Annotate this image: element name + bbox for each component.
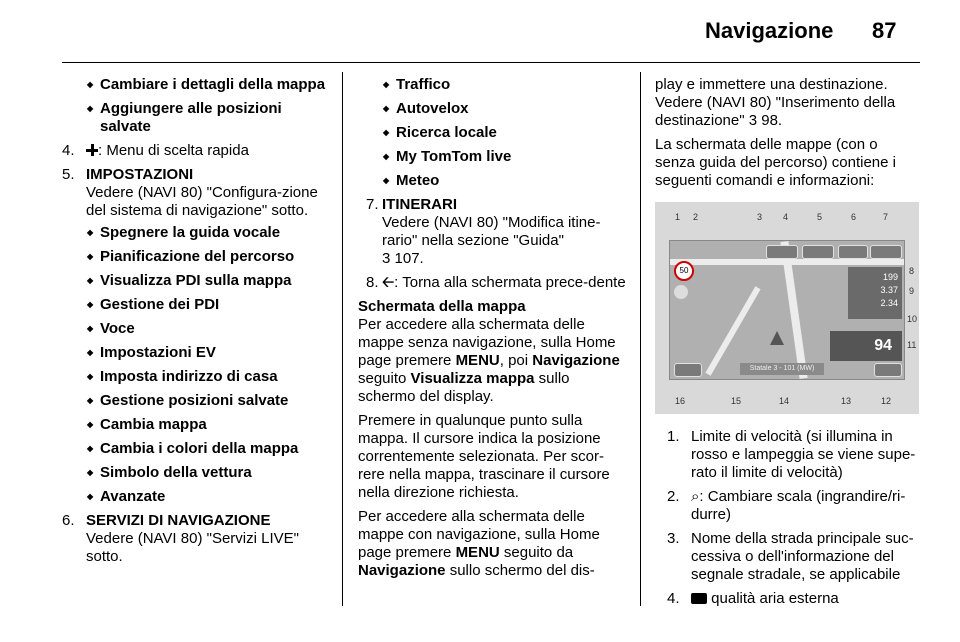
- route-info-panel: [848, 267, 902, 319]
- item-number: 5.: [62, 166, 75, 183]
- bullet-item: ◆ Cambia i colori della mappa: [62, 440, 332, 458]
- bullet-item: ◆ My TomTom live: [358, 148, 628, 166]
- air-quality-icon: [691, 593, 707, 604]
- item-title: ITINERARI: [382, 196, 457, 213]
- distance-value: 3.37: [880, 285, 898, 295]
- bullet-item: ◆ Cambia mappa: [62, 416, 332, 434]
- item-number: 8.: [366, 274, 379, 291]
- bullet-item: ◆ Impostazioni EV: [62, 344, 332, 362]
- text: , poi: [499, 352, 533, 369]
- column-3: [655, 76, 921, 614]
- callout-number: 11: [907, 340, 917, 350]
- paragraph: [358, 316, 628, 406]
- item-text: : Menu di scelta rapida: [98, 142, 249, 159]
- paragraph: La schermata delle mappe (con o senza guida del percorso) contiene i seguenti comandi e informazioni:: [655, 136, 896, 189]
- map-top-button[interactable]: [838, 245, 868, 259]
- zoom-icon[interactable]: [674, 285, 688, 299]
- callout-number: 7: [883, 212, 889, 222]
- bullet-item: ◆ Aggiungere alle posizioni salvate: [62, 100, 332, 136]
- item-ref: 3 107.: [382, 250, 424, 267]
- bullet-item: ◆ Gestione dei PDI: [62, 296, 332, 314]
- vehicle-cursor-icon: [770, 331, 784, 345]
- item-title: IMPOSTAZIONI: [86, 166, 194, 183]
- item-number: 3.: [667, 530, 680, 547]
- bullet-item: ◆ Autovelox: [358, 100, 628, 118]
- text: sullo schermo del display.: [358, 370, 570, 405]
- item-desc: Vedere (NAVI 80) "Configura-zione del sistema di navigazione" sotto.: [86, 184, 318, 219]
- bullet-item: ◆ Gestione posizioni salvate: [62, 392, 332, 410]
- text: Per accedere alla schermata delle mappe senza navigazione, sulla Home page premere: [358, 316, 616, 369]
- numbered-item-4: [62, 142, 332, 160]
- map-top-button[interactable]: [802, 245, 834, 259]
- bullet-item: ◆ Traffico: [358, 76, 628, 94]
- navigation-keyword: Navigazione: [358, 562, 446, 579]
- item-desc: Vedere (NAVI 80) "Servizi LIVE" sotto.: [86, 530, 299, 565]
- bullet-item: ◆ Visualizza PDI sulla mappa: [62, 272, 332, 290]
- paragraph: Premere in qualunque punto sulla mappa. Il cursore indica la posizione correntemente selezionata. Per scor-rere nella mappa, trascinare il cursore nella direzione richiesta.: [358, 412, 610, 501]
- callout-number: 15: [731, 396, 742, 406]
- callout-number: 6: [851, 212, 857, 222]
- numbered-item-6: [62, 512, 332, 566]
- map-bottom-button[interactable]: [874, 363, 902, 377]
- item-title: SERVIZI DI NAVIGAZIONE: [86, 512, 271, 529]
- numbered-item-5: [62, 166, 332, 220]
- numbered-item-1: [655, 428, 921, 482]
- bullet-item: ◆ Spegnere la guida vocale: [62, 224, 332, 242]
- column-divider: [640, 72, 641, 606]
- back-arrow-icon: 🡠: [382, 274, 395, 291]
- distance-value: 2.34: [880, 298, 898, 308]
- map-screen-figure: [655, 202, 919, 414]
- bullet-item: ◆ Pianificazione del percorso: [62, 248, 332, 266]
- callout-number: 12: [881, 396, 892, 406]
- map-bottom-button[interactable]: [674, 363, 702, 377]
- item-text: qualità aria esterna: [707, 590, 839, 607]
- map-display: [669, 240, 905, 380]
- callout-number: 9: [909, 286, 915, 296]
- bullet-item: ◆ Avanzate: [62, 488, 332, 506]
- item-text: : Cambiare scala (ingrandire/ri-durre): [691, 488, 906, 523]
- navigation-keyword: Navigazione: [532, 352, 620, 369]
- street-name-bar: Statale 3 - 101 (MW): [740, 363, 824, 375]
- item-desc: Vedere (NAVI 80) "Modifica itine-rario" nella sezione "Guida": [382, 214, 601, 249]
- callout-number: 8: [909, 266, 915, 276]
- callout-number: 2: [693, 212, 699, 222]
- numbered-item-3: [655, 530, 921, 584]
- zoom-scale-icon: ⌕: [691, 488, 700, 505]
- page-title: Navigazione: [705, 18, 834, 43]
- speed-panel: 94: [830, 331, 902, 361]
- callout-number: 14: [779, 396, 790, 406]
- header-rule: [62, 62, 920, 63]
- text: Per accedere alla schermata delle mappe con navigazione, sulla Home page premere: [358, 508, 600, 561]
- menu-keyword: MENU: [455, 544, 500, 561]
- item-number: 1.: [667, 428, 680, 445]
- menu-keyword: MENU: [455, 352, 500, 369]
- bullet-item: ◆ Cambiare i dettagli della mappa: [62, 76, 332, 94]
- bullet-item: ◆ Ricerca locale: [358, 124, 628, 142]
- distance-value: 199: [882, 272, 898, 282]
- column-2: [358, 76, 628, 586]
- callout-number: 3: [757, 212, 763, 222]
- speed-limit-sign: 50: [674, 261, 694, 281]
- callout-number: 16: [675, 396, 686, 406]
- item-number: 4.: [667, 590, 680, 607]
- callout-number: 4: [783, 212, 789, 222]
- page-number: 87: [872, 18, 897, 43]
- plus-icon: [86, 144, 98, 156]
- item-number: 2.: [667, 488, 680, 505]
- paragraph: [358, 508, 628, 580]
- bullet-item: ◆ Simbolo della vettura: [62, 464, 332, 482]
- text: sullo schermo del dis-: [445, 562, 595, 579]
- bullet-item: ◆ Voce: [62, 320, 332, 338]
- numbered-item-2: [655, 488, 921, 524]
- numbered-item-7: [358, 196, 628, 268]
- item-text: Limite di velocità (si illumina in rosso e lampeggia se viene supe-rato il limite di velocità): [691, 428, 916, 481]
- item-text: Nome della strada principale suc-cessiva o dell'informazione del segnale stradale, se applicabile: [691, 530, 914, 583]
- callout-number: 10: [907, 314, 918, 324]
- column-divider: [342, 72, 343, 606]
- item-text: : Torna alla schermata prece-dente: [394, 274, 626, 291]
- bullet-item: ◆ Imposta indirizzo di casa: [62, 368, 332, 386]
- item-number: 4.: [62, 142, 75, 159]
- text: seguito: [358, 370, 411, 387]
- item-number: 6.: [62, 512, 75, 529]
- view-map-keyword: Visualizza mappa: [410, 370, 535, 387]
- item-number: 7.: [366, 196, 379, 213]
- callout-number: 1: [675, 212, 681, 222]
- callout-number: 5: [817, 212, 823, 222]
- paragraph: play e immettere una destinazione. Vedere (NAVI 80) "Inserimento della destinazione" 3 98.: [655, 76, 896, 129]
- callout-number: 13: [841, 396, 852, 406]
- numbered-item-4: [655, 590, 921, 608]
- text: seguito da: [499, 544, 574, 561]
- section-title: Schermata della mappa: [358, 298, 526, 315]
- map-top-button[interactable]: [766, 245, 798, 259]
- numbered-item-8: [358, 274, 628, 292]
- column-1: [62, 76, 332, 572]
- map-top-button[interactable]: [870, 245, 902, 259]
- bullet-item: ◆ Meteo: [358, 172, 628, 190]
